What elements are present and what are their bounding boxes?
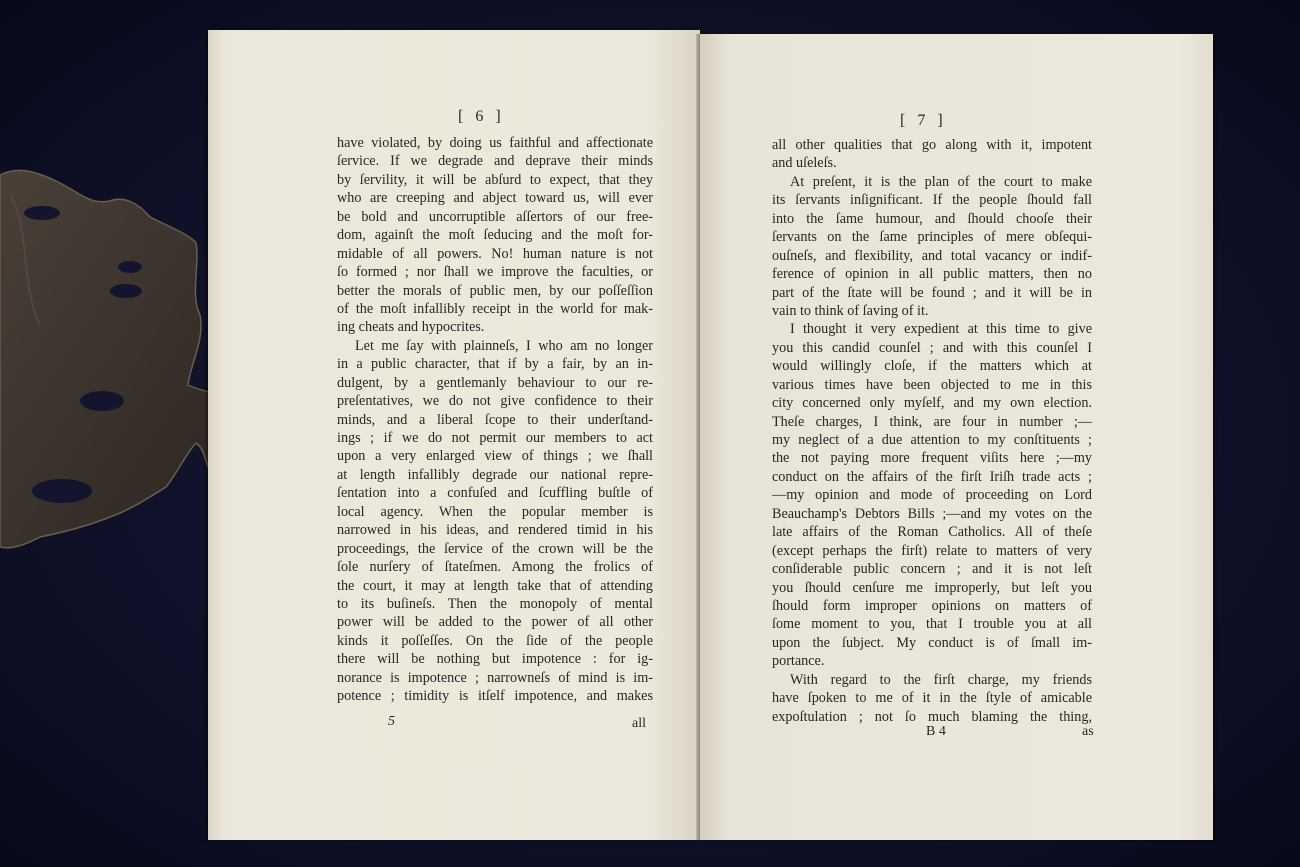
text-line: and uſeleſs. (772, 155, 837, 172)
left-page (208, 30, 700, 840)
text-line: part of the ſtate will be found ; and it will be in (772, 284, 1092, 301)
text-line: portance. (772, 653, 825, 670)
text-line: With regard to the firſt charge, my friends (790, 671, 1092, 688)
text-line: dulgent, by a gentlemanly behaviour to our re- (337, 374, 653, 391)
text-line: ing cheats and hypocrites. (337, 319, 485, 336)
text-line: the court, it may at length take that of attending (337, 577, 653, 594)
text-line: proceedings, the ſervice of the crown will be the (337, 540, 653, 557)
text-line: —my opinion and mode of proceeding on Lord (772, 487, 1092, 504)
text-line: upon a very enlarged view of things ; we ſhall (337, 448, 653, 465)
catchword: as (1082, 724, 1094, 739)
text-line: you ſhould cenſure me improperly, but leſt you (772, 579, 1092, 596)
text-line: in a public character, that if by a fair, by an in- (337, 356, 653, 373)
text-line: ouſneſs, and flexibility, and total vacancy or indif- (772, 247, 1092, 264)
text-line: norance is impotence ; narrowneſs of mind is im- (337, 669, 653, 686)
text-line: potence ; timidity is itſelf impotence, and makes (337, 688, 653, 705)
text-line: ſhould form improper opinions on matters of (772, 597, 1092, 614)
text-line: all other qualities that go along with it, impotent (772, 137, 1092, 153)
signature-mark: 5 (388, 714, 395, 729)
text-line: ings ; if we do not permit our members to act (337, 430, 653, 446)
text-line: preſentatives, we do not give confidence to their (337, 393, 653, 410)
text-block (772, 136, 1092, 726)
text-line: midable of all powers. No! human nature is not (337, 245, 653, 262)
text-line: at length infallibly degrade our national repre- (337, 466, 653, 483)
text-line: of the moſt infallibly receipt in the world for mak- (337, 300, 653, 317)
text-line: local agency. When the popular member is (337, 503, 653, 520)
page-number: [ 7 ] (900, 112, 947, 129)
text-line: be bold and uncorruptible aſſertors of our free- (337, 208, 653, 225)
text-line: late affairs of the Roman Catholics. All of theſe (772, 524, 1092, 541)
right-page (700, 34, 1213, 840)
text-line: dom, againſt the moſt ſeducing and the moſt for- (337, 227, 653, 244)
text-line: kinds it poſſeſſes. On the ſide of the people (337, 632, 653, 649)
text-line: minds, and a liberal ſcope to their underſtand- (337, 411, 653, 428)
text-line: narrowed in his ideas, and rendered timid in his (337, 522, 653, 539)
text-line: into the ſame humour, and ſhould chooſe their (772, 210, 1092, 227)
text-line: ference of opinion in all public matters, then no (772, 266, 1092, 283)
text-line: ſole nurſery of ſtateſmen. Among the frolics of (337, 559, 653, 576)
text-line: by ſervility, it will be abſurd to expect, that they (337, 171, 653, 188)
text-line: various times have been objected to me in this (772, 376, 1092, 393)
text-line: upon the ſubject. My conduct is of ſmall im- (772, 634, 1092, 651)
text-line: conſiderable public concern ; and it is not leſt (772, 561, 1092, 578)
text-line: Let me ſay with plainneſs, I who am no longer (355, 337, 653, 354)
signature-mark: B 4 (926, 724, 946, 739)
text-line: its ſervants inſignificant. If the people ſhould fall (772, 192, 1092, 209)
text-line: would willingly cloſe, if the matters which at (772, 358, 1092, 375)
text-line: ſervants on the ſame principles of mere obſequi- (772, 229, 1092, 246)
text-line: ſervice. If we degrade and deprave their minds (337, 153, 653, 170)
text-line: ſome moment to you, that I trouble you at all (772, 616, 1092, 633)
text-line: there will be nothing but impotence : for ig- (337, 651, 653, 668)
text-line: At preſent, it is the plan of the court to make (790, 173, 1092, 190)
text-line: who are creeping and abject toward us, will ever (337, 190, 653, 207)
text-line: have violated, by doing us faithful and affectionate (337, 135, 653, 151)
text-line: vain to think of ſaving of it. (772, 302, 929, 319)
text-line: Beauchamp's Debtors Bills ;—and my votes on the (772, 505, 1092, 522)
text-line: ſo formed ; nor ſhall we improve the faculties, or (337, 264, 653, 281)
text-line: better the morals of public men, by our poſſeſſion (337, 282, 653, 299)
text-line: expoſtulation ; not ſo much blaming the thing, (772, 708, 1092, 725)
text-line: I thought it very expedient at this time to give (790, 321, 1092, 338)
text-line: have ſpoken to me of it in the ſtyle of amicable (772, 690, 1092, 707)
text-line: power will be added to the power of all other (337, 614, 653, 631)
text-line: city concerned only myſelf, and my own election. (772, 395, 1092, 412)
text-line: conduct on the affairs of the firſt Iriſh trade acts ; (772, 468, 1092, 485)
text-line: ſentation into a confuſed and ſcuffling buſtle of (337, 485, 653, 502)
text-line: my neglect of a due attention to my conſtituents ; (772, 432, 1092, 448)
text-line: you this candid counſel ; and with this counſel I (772, 339, 1092, 356)
text-line: to its buſineſs. Then the monopoly of mental (337, 595, 653, 612)
text-line: the not paying more frequent viſits here ;—my (772, 450, 1092, 467)
text-line: Theſe charges, I think, are four in number ;— (772, 413, 1092, 430)
text-block (337, 134, 653, 706)
catchword: all (632, 716, 646, 731)
page-number: [ 6 ] (458, 108, 505, 125)
text-line: (except perhaps the firſt) relate to matters of very (772, 542, 1092, 559)
